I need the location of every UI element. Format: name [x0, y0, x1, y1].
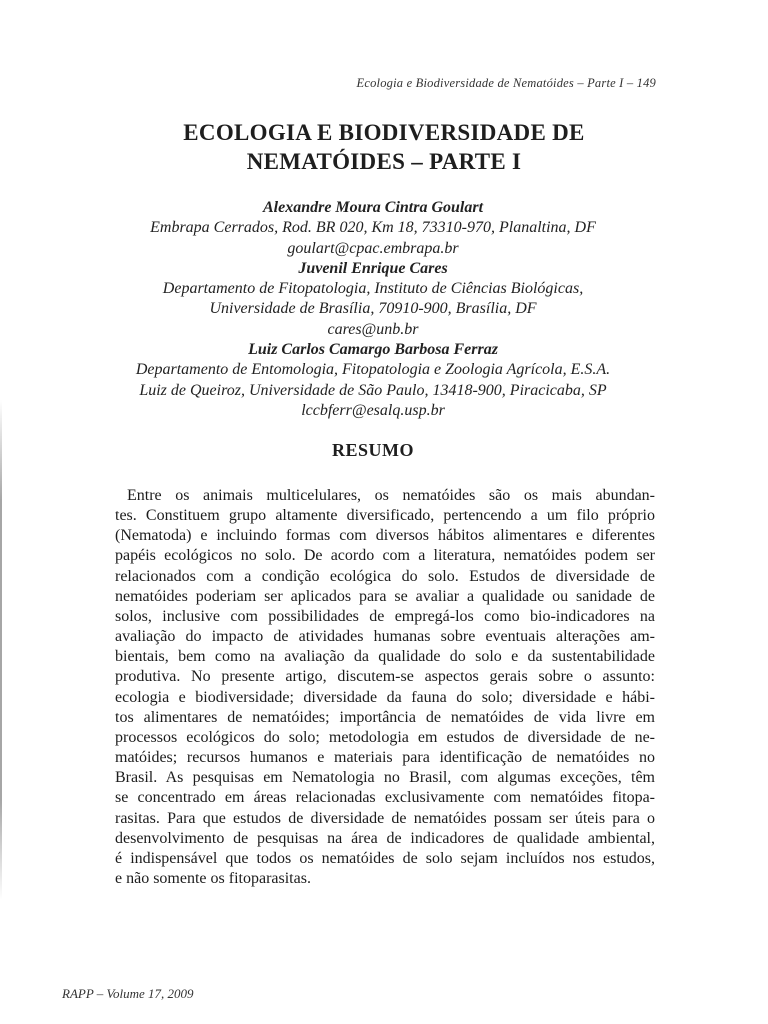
abstract-line: (Nematoda) e incluindo formas com diversos hábitos alimentares e diferentes [115, 527, 655, 545]
author-affiliation: Departamento de Entomologia, Fitopatologia e Zoologia Agrícola, E.S.A. [135, 361, 611, 379]
abstract-line: produtiva. No presente artigo, discutem-se aspectos gerais sobre o assunto: [115, 668, 655, 686]
author-affiliation: Universidade de Brasília, 70910-900, Brasília, DF [209, 300, 537, 318]
abstract-line: processos ecológicos do solo; metodologia em estudos de diversidade de ne- [115, 728, 655, 746]
abstract-line: se concentrado em áreas relacionadas exclusivamente com nematóides fitopa- [115, 789, 655, 807]
abstract-line: relacionados com a condição ecológica do solo. Estudos de diversidade de [115, 567, 655, 585]
abstract-line: desenvolvimento de pesquisas na área de indicadores de qualidade ambiental, [115, 829, 655, 847]
abstract-line: e não somente os fitoparasitas. [115, 869, 311, 887]
author-name: Juvenil Enrique Cares [298, 259, 448, 277]
abstract-line: tos alimentares de nematóides; importância de nematóides de vida livre em [115, 708, 655, 726]
abstract-body [115, 486, 655, 889]
author-name: Alexandre Moura Cintra Goulart [262, 199, 484, 216]
author-affiliation: Departamento de Fitopatologia, Instituto de Ciências Biológicas, [162, 280, 584, 298]
abstract-line: solos, inclusive com possibilidades de empregá-los como bio-indicadores na [115, 607, 655, 625]
author-email: lccbferr@esalq.usp.br [301, 401, 445, 419]
abstract-line: bientais, bem como na avaliação da qualidade do solo e da sustentabilidade [115, 648, 655, 666]
abstract-heading: RESUMO [331, 440, 414, 460]
author-email: cares@unb.br [327, 320, 419, 338]
paper-title [0, 118, 768, 176]
abstract-line: rasitas. Para que estudos de diversidade de nematóides possam ser úteis para o [115, 809, 655, 827]
author-name: Luiz Carlos Camargo Barbosa Ferraz [248, 341, 498, 359]
abstract-line: Entre os animais multicelulares, os nematóides são os mais abundan- [127, 487, 655, 504]
author-email: goulart@cpac.embrapa.br [287, 239, 459, 257]
abstract-line: é indispensável que todos os nematóides de solo sejam incluídos nos estudos, [115, 849, 655, 867]
abstract-line: Brasil. As pesquisas em Nematologia no Brasil, com algumas exceções, têm [115, 769, 655, 787]
author-affiliation: Embrapa Cerrados, Rod. BR 020, Km 18, 73310-970, Planaltina, DF [150, 219, 596, 237]
abstract-line: papéis ecológicos no solo. De acordo com a literatura, nematóides podem ser [115, 547, 655, 565]
abstract-line: tes. Constituem grupo altamente diversificado, pertencendo a um filo próprio [115, 507, 655, 525]
abstract-line: matóides; recursos humanos e materiais para identificação de nematóides no [115, 749, 655, 767]
running-head: Ecologia e Biodiversidade de Nematóides – Parte I – 149 [356, 76, 656, 90]
title-line-1: ECOLOGIA E BIODIVERSIDADE DE [183, 120, 585, 145]
author-affiliation: Luiz de Queiroz, Universidade de São Paulo, 13418-900, Piracicaba, SP [139, 381, 607, 399]
scan-edge-shadow [0, 400, 2, 900]
title-line-2: NEMATÓIDES – PARTE I [246, 149, 522, 174]
abstract-line: avaliação do impacto de atividades humanas sobre eventuais alterações am- [115, 628, 655, 646]
abstract-line: nematóides poderiam ser aplicados para se avaliar a qualidade ou sanidade de [115, 587, 655, 605]
author-block [0, 198, 746, 421]
abstract-line: ecologia e biodiversidade; diversidade da fauna do solo; diversidade e hábi- [115, 688, 655, 706]
page-footer: RAPP – Volume 17, 2009 [62, 986, 194, 1001]
